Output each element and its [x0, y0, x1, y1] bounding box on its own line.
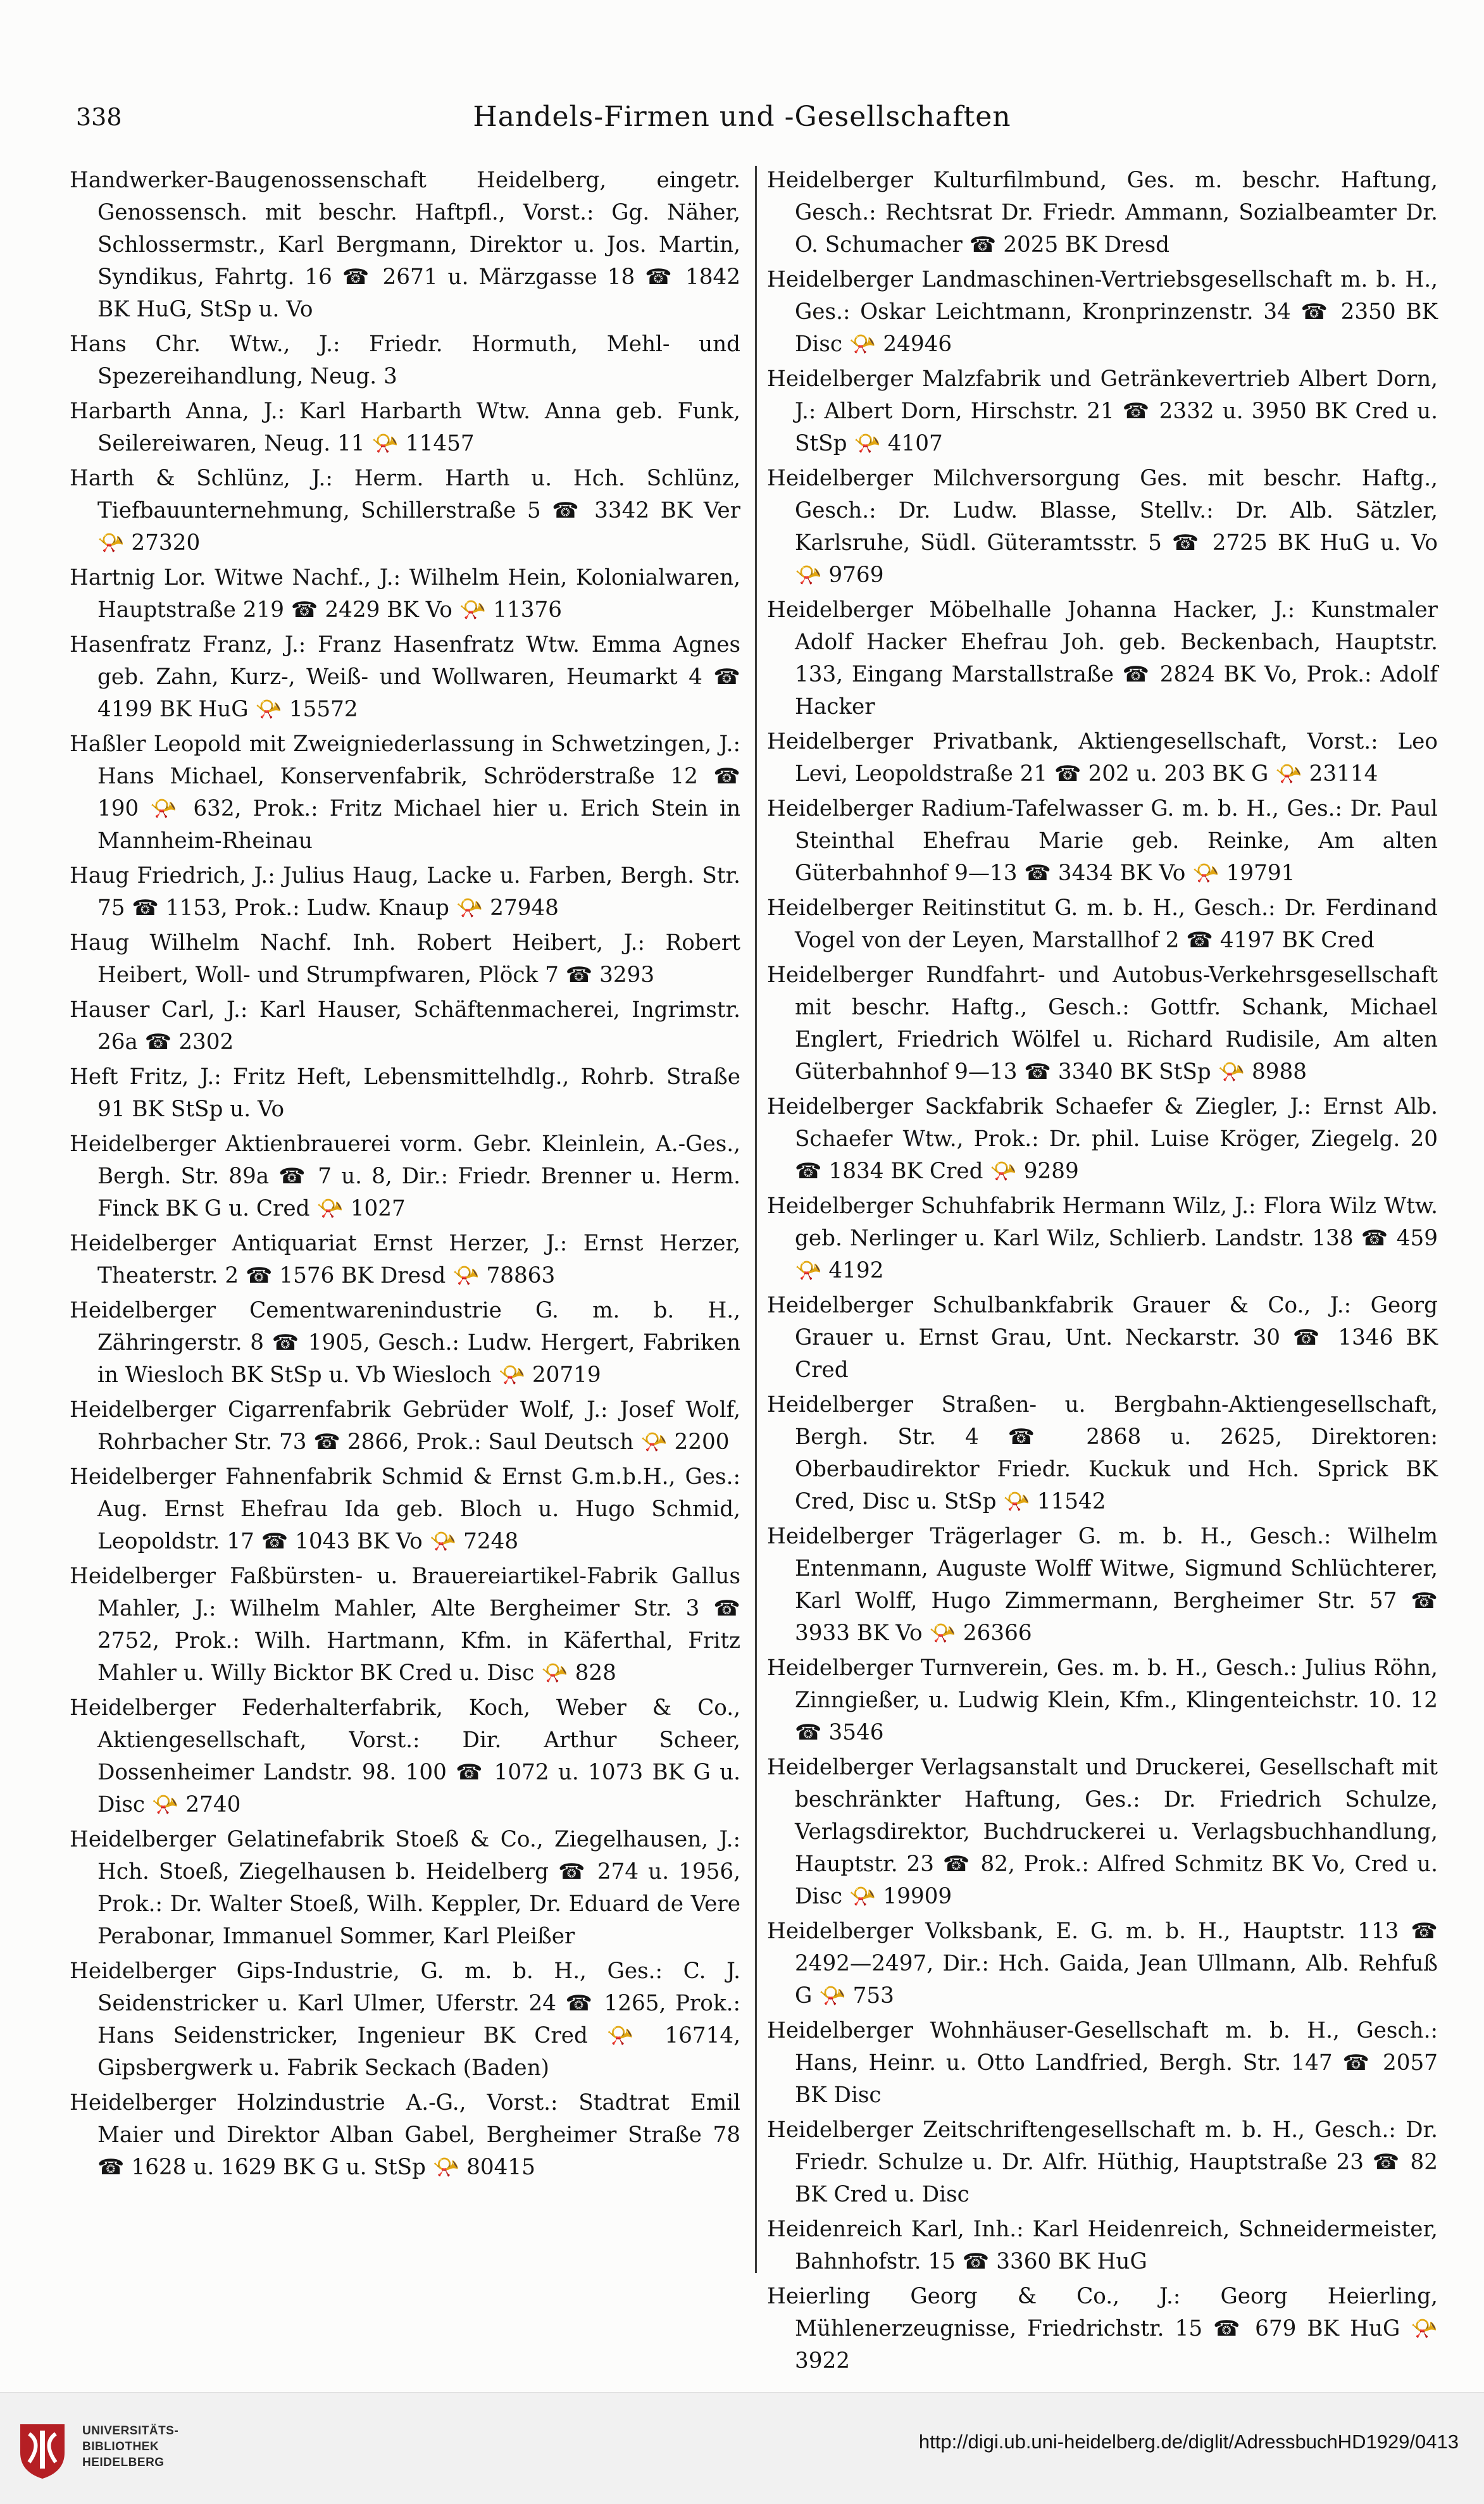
university-seal-icon: [15, 2418, 70, 2481]
directory-entry: Heidelberger Landmaschinen-Vertriebsgesellschaft m. b. H., Ges.: Oskar Leichtmann, Kronprinzenstr. 34 ☎ 2350 BK Disc 📯 24946: [767, 267, 1438, 357]
directory-entry: Hasenfratz Franz, J.: Franz Hasenfratz Wtw. Emma Agnes geb. Zahn, Kurz-, Weiß- und Wollwaren, Heumarkt 4 ☎ 4199 BK HuG 📯 15572: [70, 632, 740, 722]
page-number: 338: [76, 103, 122, 131]
left-column: [70, 165, 740, 2186]
directory-entry: Hauser Carl, J.: Karl Hauser, Schäftenmacherei, Ingrimstr. 26a ☎ 2302: [70, 997, 740, 1055]
directory-entry: Heidelberger Faßbürsten- u. Brauereiartikel-Fabrik Gallus Mahler, J.: Wilhelm Mahler, Alte Bergheimer Str. 3 ☎ 2752, Prok.: Wilh. Hartmann, Kfm. in Käferthal, Fritz Mahler u. Willy Bicktor BK Cred u. Disc 📯 828: [70, 1564, 740, 1686]
directory-entry: Heidelberger Gips-Industrie, G. m. b. H., Ges.: C. J. Seidenstricker u. Karl Ulmer, Uferstr. 24 ☎ 1265, Prok.: Hans Seidenstricker, Ingenieur BK Cred 📯 16714, Gipsbergwerk u. Fabrik Seckach (Baden): [70, 1959, 740, 2081]
directory-entry: Heidelberger Cementwarenindustrie G. m. b. H., Zähringerstr. 8 ☎ 1905, Gesch.: Ludw. Hergert, Fabriken in Wiesloch BK StSp u. Vb Wiesloch 📯 20719: [70, 1298, 740, 1388]
directory-entry: Heidelberger Volksbank, E. G. m. b. H., Hauptstr. 113 ☎ 2492—2497, Dir.: Hch. Gaida, Jean Ullmann, Alb. Rehfuß G 📯 753: [767, 1919, 1438, 2009]
directory-entry: Heidelberger Straßen- u. Bergbahn-Aktiengesellschaft, Bergh. Str. 4 ☎ 2868 u. 2625, Direktoren: Oberbaudirektor Friedr. Kuckuk und Hch. Sprick BK Cred, Disc u. StSp 📯 11542: [767, 1392, 1438, 1514]
directory-entry: Heidelberger Schulbankfabrik Grauer & Co., J.: Georg Grauer u. Ernst Grau, Unt. Neckarstr. 30 ☎ 1346 BK Cred: [767, 1293, 1438, 1383]
directory-entry: Heft Fritz, J.: Fritz Heft, Lebensmittelhdlg., Rohrb. Straße 91 BK StSp u. Vo: [70, 1064, 740, 1122]
directory-entry: Heidelberger Rundfahrt- und Autobus-Verkehrsgesellschaft mit beschr. Haftg., Gesch.: Gottfr. Schank, Michael Englert, Friedrich Wölfel u. Richard Rudisile, Am alten Güterbahnhof 9—13 ☎ 3340 BK StSp 📯 8988: [767, 962, 1438, 1085]
directory-entry: Heidelberger Privatbank, Aktiengesellschaft, Vorst.: Leo Levi, Leopoldstraße 21 ☎ 202 u. 203 BK G 📯 23114: [767, 729, 1438, 787]
directory-entry: Heidenreich Karl, Inh.: Karl Heidenreich, Schneidermeister, Bahnhofstr. 15 ☎ 3360 BK HuG: [767, 2217, 1438, 2274]
directory-entry: Heidelberger Gelatinefabrik Stoeß & Co., Ziegelhausen, J.: Hch. Stoeß, Ziegelhausen b. Heidelberg ☎ 274 u. 1956, Prok.: Dr. Walter Stoeß, Wilh. Keppler, Dr. Eduard de Vere Perabonar, Immanuel Sommer, Karl Pleißer: [70, 1827, 740, 1949]
directory-entry: Heidelberger Verlagsanstalt und Druckerei, Gesellschaft mit beschränkter Haftung, Ges.: Dr. Friedrich Schulze, Verlagsdirektor, Buchdruckerei u. Verlagsbuchhandlung, Hauptstr. 23 ☎ 82, Prok.: Alfred Schmitz BK Vo, Cred u. Disc 📯 19909: [767, 1755, 1438, 1909]
directory-entry: Haßler Leopold mit Zweigniederlassung in Schwetzingen, J.: Hans Michael, Konservenfabrik, Schröderstraße 12 ☎ 190 📯 632, Prok.: Fritz Michael hier u. Erich Stein in Mannheim-Rheinau: [70, 732, 740, 854]
right-column: [767, 165, 1438, 2380]
source-url-link[interactable]: http://digi.ub.uni-heidelberg.de/diglit/AdressbuchHD1929/0413: [918, 2431, 1459, 2453]
directory-entry: Hartnig Lor. Witwe Nachf., J.: Wilhelm Hein, Kolonialwaren, Hauptstraße 219 ☎ 2429 BK Vo 📯 11376: [70, 565, 740, 623]
directory-entry: Haug Friedrich, J.: Julius Haug, Lacke u. Farben, Bergh. Str. 75 ☎ 1153, Prok.: Ludw. Knaup 📯 27948: [70, 863, 740, 921]
directory-entry: Heidelberger Holzindustrie A.-G., Vorst.: Stadtrat Emil Maier und Direktor Alban Gabel, Bergheimer Straße 78 ☎ 1628 u. 1629 BK G u. StSp 📯 80415: [70, 2090, 740, 2180]
directory-entry: Heidelberger Milchversorgung Ges. mit beschr. Haftg., Gesch.: Dr. Ludw. Blasse, Stellv.: Dr. Alb. Sätzler, Karlsruhe, Südl. Güteramtsstr. 5 ☎ 2725 BK HuG u. Vo 📯 9769: [767, 466, 1438, 588]
directory-entry: Heidelberger Schuhfabrik Hermann Wilz, J.: Flora Wilz Wtw. geb. Nerlinger u. Karl Wilz, Schlierb. Landstr. 138 ☎ 459 📯 4192: [767, 1193, 1438, 1283]
directory-entry: Heidelberger Antiquariat Ernst Herzer, J.: Ernst Herzer, Theaterstr. 2 ☎ 1576 BK Dresd 📯 78863: [70, 1231, 740, 1288]
directory-entry: Heidelberger Cigarrenfabrik Gebrüder Wolf, J.: Josef Wolf, Rohrbacher Str. 73 ☎ 2866, Prok.: Saul Deutsch 📯 2200: [70, 1397, 740, 1455]
directory-entry: Harbarth Anna, J.: Karl Harbarth Wtw. Anna geb. Funk, Seilereiwaren, Neug. 11 📯 11457: [70, 399, 740, 456]
directory-entry: Heidelberger Möbelhalle Johanna Hacker, J.: Kunstmaler Adolf Hacker Ehefrau Joh. geb. Beckenbach, Hauptstr. 133, Eingang Marstallstraße ☎ 2824 BK Vo, Prok.: Adolf Hacker: [767, 597, 1438, 719]
page-header: [76, 95, 1408, 139]
directory-entry: Heidelberger Turnverein, Ges. m. b. H., Gesch.: Julius Röhn, Zinngießer, u. Ludwig Klein, Kfm., Klingenteichstr. 10. 12 ☎ 3546: [767, 1655, 1438, 1745]
directory-entry: Haug Wilhelm Nachf. Inh. Robert Heibert, J.: Robert Heibert, Woll- und Strumpfwaren, Plöck 7 ☎ 3293: [70, 930, 740, 988]
directory-entry: Harth & Schlünz, J.: Herm. Harth u. Hch. Schlünz, Tiefbauunternehmung, Schillerstraße 5 ☎ 3342 BK Ver 📯 27320: [70, 466, 740, 556]
directory-entry: Handwerker-Baugenossenschaft Heidelberg, eingetr. Genossensch. mit beschr. Haftpfl., Vorst.: Gg. Näher, Schlossermstr., Karl Bergmann, Direktor u. Jos. Martin, Syndikus, Fahrtg. 16 ☎ 2671 u. Märzgasse 18 ☎ 1842 BK HuG, StSp u. Vo: [70, 168, 740, 322]
directory-entry: Heierling Georg & Co., J.: Georg Heierling, Mühlenerzeugnisse, Friedrichstr. 15 ☎ 679 BK HuG 📯 3922: [767, 2284, 1438, 2374]
directory-entry: Heidelberger Radium-Tafelwasser G. m. b. H., Ges.: Dr. Paul Steinthal Ehefrau Marie geb. Reinke, Am alten Güterbahnhof 9—13 ☎ 3434 BK Vo 📯 19791: [767, 796, 1438, 886]
directory-entry: Heidelberger Kulturfilmbund, Ges. m. beschr. Haftung, Gesch.: Rechtsrat Dr. Friedr. Ammann, Sozialbeamter Dr. O. Schumacher ☎ 2025 BK Dresd: [767, 168, 1438, 258]
directory-entry: Heidelberger Wohnhäuser-Gesellschaft m. b. H., Gesch.: Hans, Heinr. u. Otto Landfried, Bergh. Str. 147 ☎ 2057 BK Disc: [767, 2018, 1438, 2108]
directory-entry: Heidelberger Fahnenfabrik Schmid & Ernst G.m.b.H., Ges.: Aug. Ernst Ehefrau Ida geb. Bloch u. Hugo Schmid, Leopoldstr. 17 ☎ 1043 BK Vo 📯 7248: [70, 1464, 740, 1554]
directory-entry: Heidelberger Federhalterfabrik, Koch, Weber & Co., Aktiengesellschaft, Vorst.: Dir. Arthur Scheer, Dossenheimer Landstr. 98. 100 ☎ 1072 u. 1073 BK G u. Disc 📯 2740: [70, 1695, 740, 1817]
directory-entry: Heidelberger Malzfabrik und Getränkevertrieb Albert Dorn, J.: Albert Dorn, Hirschstr. 21 ☎ 2332 u. 3950 BK Cred u. StSp 📯 4107: [767, 366, 1438, 456]
directory-entry: Heidelberger Aktienbrauerei vorm. Gebr. Kleinlein, A.-Ges., Bergh. Str. 89a ☎ 7 u. 8, Dir.: Friedr. Brenner u. Herm. Finck BK G u. Cred 📯 1027: [70, 1131, 740, 1221]
directory-entry: Hans Chr. Wtw., J.: Friedr. Hormuth, Mehl- und Spezereihandlung, Neug. 3: [70, 332, 740, 389]
library-name: UNIVERSITÄTS- BIBLIOTHEK HEIDELBERG: [82, 2424, 179, 2469]
directory-entry: Heidelberger Trägerlager G. m. b. H., Gesch.: Wilhelm Entenmann, Auguste Wolff Witwe, Sigmund Schlüchterer, Karl Wolff, Hugo Zimmermann, Bergheimer Str. 57 ☎ 3933 BK Vo 📯 26366: [767, 1524, 1438, 1646]
directory-entry: Heidelberger Reitinstitut G. m. b. H., Gesch.: Dr. Ferdinand Vogel von der Leyen, Marstallhof 2 ☎ 4197 BK Cred: [767, 895, 1438, 953]
column-divider: [755, 166, 757, 2273]
directory-entry: Heidelberger Sackfabrik Schaefer & Ziegler, J.: Ernst Alb. Schaefer Wtw., Prok.: Dr. phil. Luise Kröger, Ziegelg. 20 ☎ 1834 BK Cred 📯 9289: [767, 1094, 1438, 1184]
viewer-footer: [0, 2392, 1484, 2504]
running-title: Handels-Firmen und -Gesellschaften: [473, 101, 1011, 133]
directory-entry: Heidelberger Zeitschriftengesellschaft m. b. H., Gesch.: Dr. Friedr. Schulze u. Dr. Alfr. Hüthig, Hauptstraße 23 ☎ 82 BK Cred u. Disc: [767, 2117, 1438, 2207]
